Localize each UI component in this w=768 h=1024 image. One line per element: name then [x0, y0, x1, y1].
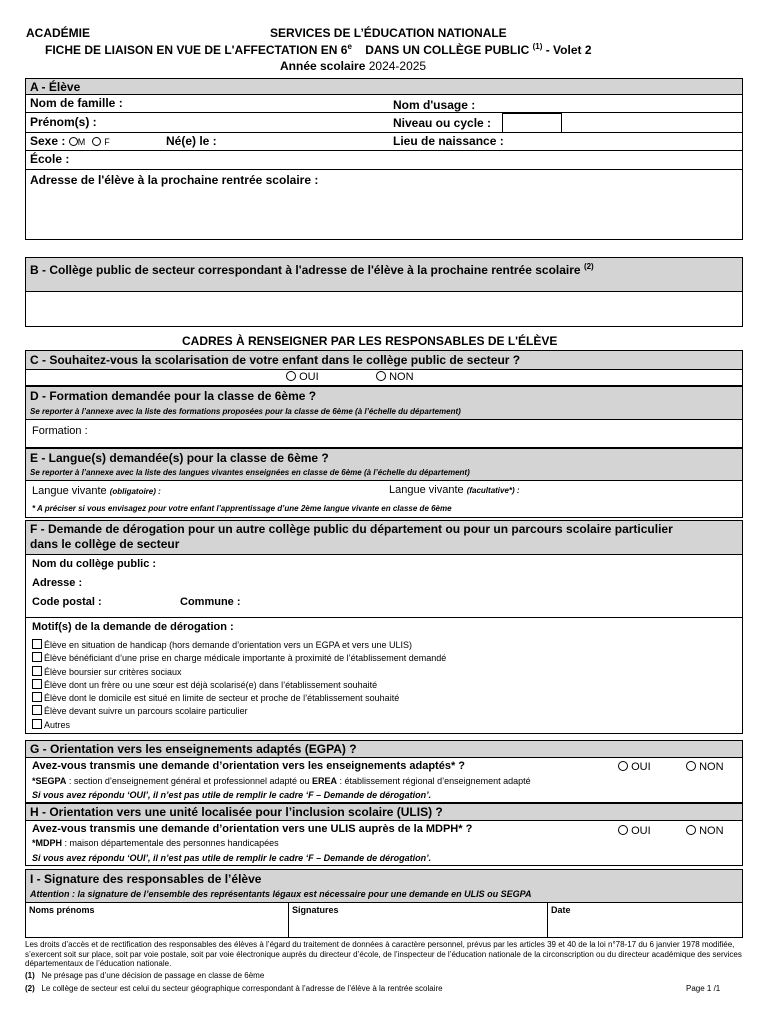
- nom-usage-label[interactable]: Nom d'usage :: [393, 98, 476, 112]
- motifs-list: [32, 639, 446, 732]
- motifs-label: Motif(s) de la demande de dérogation :: [32, 621, 234, 633]
- lv-obligatoire-label[interactable]: Langue vivante (obligatoire) :: [32, 485, 161, 497]
- motif-item[interactable]: Élève devant suivre un parcours scolaire particulier: [32, 705, 446, 718]
- section-b-title: B - Collège public de secteur correspondant à l'adresse de l'élève à la prochaine rentrée scolaire $^{(2)}$: [30, 262, 594, 277]
- section-h-oui-radio[interactable]: [618, 825, 628, 835]
- section-f-title-2: dans le collège de secteur: [30, 537, 180, 551]
- section-h-non-radio[interactable]: [686, 825, 696, 835]
- formation-label[interactable]: Formation :: [32, 425, 88, 437]
- college-secteur-field[interactable]: [26, 292, 742, 326]
- code-postal-label[interactable]: Code postal :: [32, 596, 102, 608]
- niveau-input[interactable]: [502, 113, 562, 133]
- motif-checkbox[interactable]: [32, 692, 42, 702]
- section-g-non-radio[interactable]: [686, 761, 696, 771]
- section-c-non[interactable]: NON: [376, 371, 414, 383]
- motif-item[interactable]: Élève dont un frère ou une sœur est déjà scolarisé(e) dans l’établissement souhaité: [32, 679, 446, 692]
- section-c-oui-radio[interactable]: [286, 371, 296, 381]
- section-g-question: Avez-vous transmis une demande d’orientation vers les enseignements adaptés* ?: [32, 760, 466, 772]
- section-h-title: H - Orientation vers une unité localisée pour l’inclusion scolaire (ULIS) ?: [30, 805, 443, 819]
- legal-text: Les droits d’accès et de rectification des responsables des élèves à l’égard du traitement de données à caractère personnel, prévus par les articles 39 et 40 de la loi n°78-17 du 6 janvier 1978 modifiée, s’exercent soit sur place, soit par voie postale, soit par voie électronique auprès du directeur d’école, de l’inspecteur de l’éducation nationale de la circonscription ou du directeur académique des services départementaux de l’éducation nationale.: [25, 940, 742, 968]
- motif-item[interactable]: Élève dont le domicile est situé en limite de secteur et proche de l’établissement souhaité: [32, 692, 446, 705]
- adresse-eleve-label[interactable]: Adresse de l'élève à la prochaine rentrée scolaire :: [30, 173, 319, 187]
- col-date[interactable]: Date: [551, 905, 571, 915]
- motif-checkbox[interactable]: [32, 666, 42, 676]
- section-h-note: Si vous avez répondu ‘OUI’, il n’est pas utile de remplir le cadre ‘F – Demande de dérogation’.: [32, 853, 432, 863]
- section-i: [25, 869, 743, 938]
- sexe-m-radio[interactable]: [69, 137, 78, 146]
- services-title: SERVICES DE L’ÉDUCATION NATIONALE: [270, 26, 507, 40]
- motif-checkbox[interactable]: [32, 639, 42, 649]
- section-h-definition: *MDPH : maison départementale des personnes handicapées: [32, 838, 279, 848]
- section-d-title: D - Formation demandée pour la classe de 6ème ?: [30, 389, 317, 403]
- motif-item[interactable]: Autres: [32, 719, 446, 732]
- section-e-note: * A préciser si vous envisagez pour votre enfant l’apprentissage d’une 2ème langue vivante en classe de 6ème: [32, 504, 452, 513]
- nom-famille-label[interactable]: Nom de famille :: [30, 96, 123, 110]
- academie-label: ACADÉMIE: [26, 26, 91, 40]
- motif-checkbox[interactable]: [32, 679, 42, 689]
- section-g-oui-radio[interactable]: [618, 761, 628, 771]
- section-d-subtitle: Se reporter à l’annexe avec la liste des formations proposées pour la classe de 6ème (à l’échelle du département): [30, 407, 461, 416]
- section-a-title: A - Élève: [30, 80, 81, 94]
- section-f-title-1: F - Demande de dérogation pour un autre collège public du département ou pour un parcours scolaire particulier: [30, 522, 673, 536]
- footnote-2: (2) Le collège de secteur est celui du secteur géographique correspondant à l’adresse de l’élève à la rentrée scolaire: [25, 984, 443, 993]
- motif-item[interactable]: Élève boursier sur critères sociaux: [32, 666, 446, 679]
- motif-item[interactable]: Élève bénéficiant d’une prise en charge médicale importante à proximité de l’établissement demandé: [32, 652, 446, 665]
- section-e-title: E - Langue(s) demandée(s) pour la classe de 6ème ?: [30, 451, 329, 465]
- section-i-attention: Attention : la signature de l’ensemble des représentants légaux est nécessaire pour une demande en ULIS ou SEGPA: [30, 889, 532, 899]
- motif-item[interactable]: Élève en situation de handicap (hors demande d’orientation vers un EGPA et vers une ULIS): [32, 639, 446, 652]
- adresse-college-label[interactable]: Adresse :: [32, 577, 83, 589]
- section-g-note: Si vous avez répondu ‘OUI’, il n’est pas utile de remplir le cadre ‘F – Demande de dérogation’.: [32, 790, 432, 800]
- niveau-label: Niveau ou cycle :: [393, 116, 492, 130]
- section-c-non-radio[interactable]: [376, 371, 386, 381]
- annee-scolaire: Année scolaire 2024-2025: [280, 59, 427, 73]
- section-h-non[interactable]: NON: [686, 825, 724, 837]
- col-noms-prenoms[interactable]: Noms prénoms: [29, 905, 95, 915]
- section-i-title: I - Signature des responsables de l’élève: [30, 872, 262, 886]
- section-g-non[interactable]: NON: [686, 761, 724, 773]
- page-number: Page 1 /1: [686, 984, 721, 993]
- section-c-title: C - Souhaitez-vous la scolarisation de votre enfant dans le collège public de secteur ?: [30, 353, 521, 367]
- section-c-oui[interactable]: OUI: [286, 371, 319, 383]
- section-a: [25, 78, 743, 240]
- section-e-subtitle: Se reporter à l’annexe avec la liste des langues vivantes enseignées en classe de 6ème (à l’échelle du département): [30, 468, 470, 477]
- section-g-definition: *SEGPA : section d’enseignement général et professionnel adapté ou EREA : établissement régional d’enseignement adapté: [32, 776, 531, 786]
- prenoms-label[interactable]: Prénom(s) :: [30, 115, 97, 129]
- motif-checkbox[interactable]: [32, 705, 42, 715]
- sexe-row: Sexe : M F: [30, 134, 110, 148]
- section-h-oui[interactable]: OUI: [618, 825, 651, 837]
- fiche-title: FICHE DE LIAISON EN VUE DE L'AFFECTATION EN 6e DANS UN COLLÈGE PUBLIC $^{(1)}$ - Volet 2: [45, 42, 592, 57]
- section-g-title: G - Orientation vers les enseignements adaptés (EGPA) ?: [30, 742, 357, 756]
- section-g-oui[interactable]: OUI: [618, 761, 651, 773]
- section-f: [25, 520, 743, 734]
- section-e: [25, 448, 743, 518]
- nom-college-label[interactable]: Nom du collège public :: [32, 558, 157, 570]
- motif-checkbox[interactable]: [32, 719, 42, 729]
- footnote-1: (1) Ne présage pas d’une décision de passage en classe de 6ème: [25, 971, 265, 980]
- commune-label[interactable]: Commune :: [180, 596, 241, 608]
- section-g: [25, 740, 743, 803]
- cadres-title: CADRES À RENSEIGNER PAR LES RESPONSABLES DE L'ÉLÈVE: [182, 334, 558, 348]
- section-h-question: Avez-vous transmis une demande d’orientation vers une ULIS auprès de la MDPH* ?: [32, 823, 473, 835]
- lv-facultative-label[interactable]: Langue vivante (facultative*) :: [389, 484, 520, 496]
- sexe-f-radio[interactable]: [92, 137, 101, 146]
- section-c: [25, 350, 743, 386]
- section-b: [25, 257, 743, 327]
- section-h: [25, 803, 743, 866]
- lieu-naissance-label[interactable]: Lieu de naissance :: [393, 134, 504, 148]
- col-signatures[interactable]: Signatures: [292, 905, 339, 915]
- section-d: [25, 386, 743, 448]
- nele-label[interactable]: Né(e) le :: [166, 134, 217, 148]
- ecole-label[interactable]: École :: [30, 152, 70, 166]
- motif-checkbox[interactable]: [32, 652, 42, 662]
